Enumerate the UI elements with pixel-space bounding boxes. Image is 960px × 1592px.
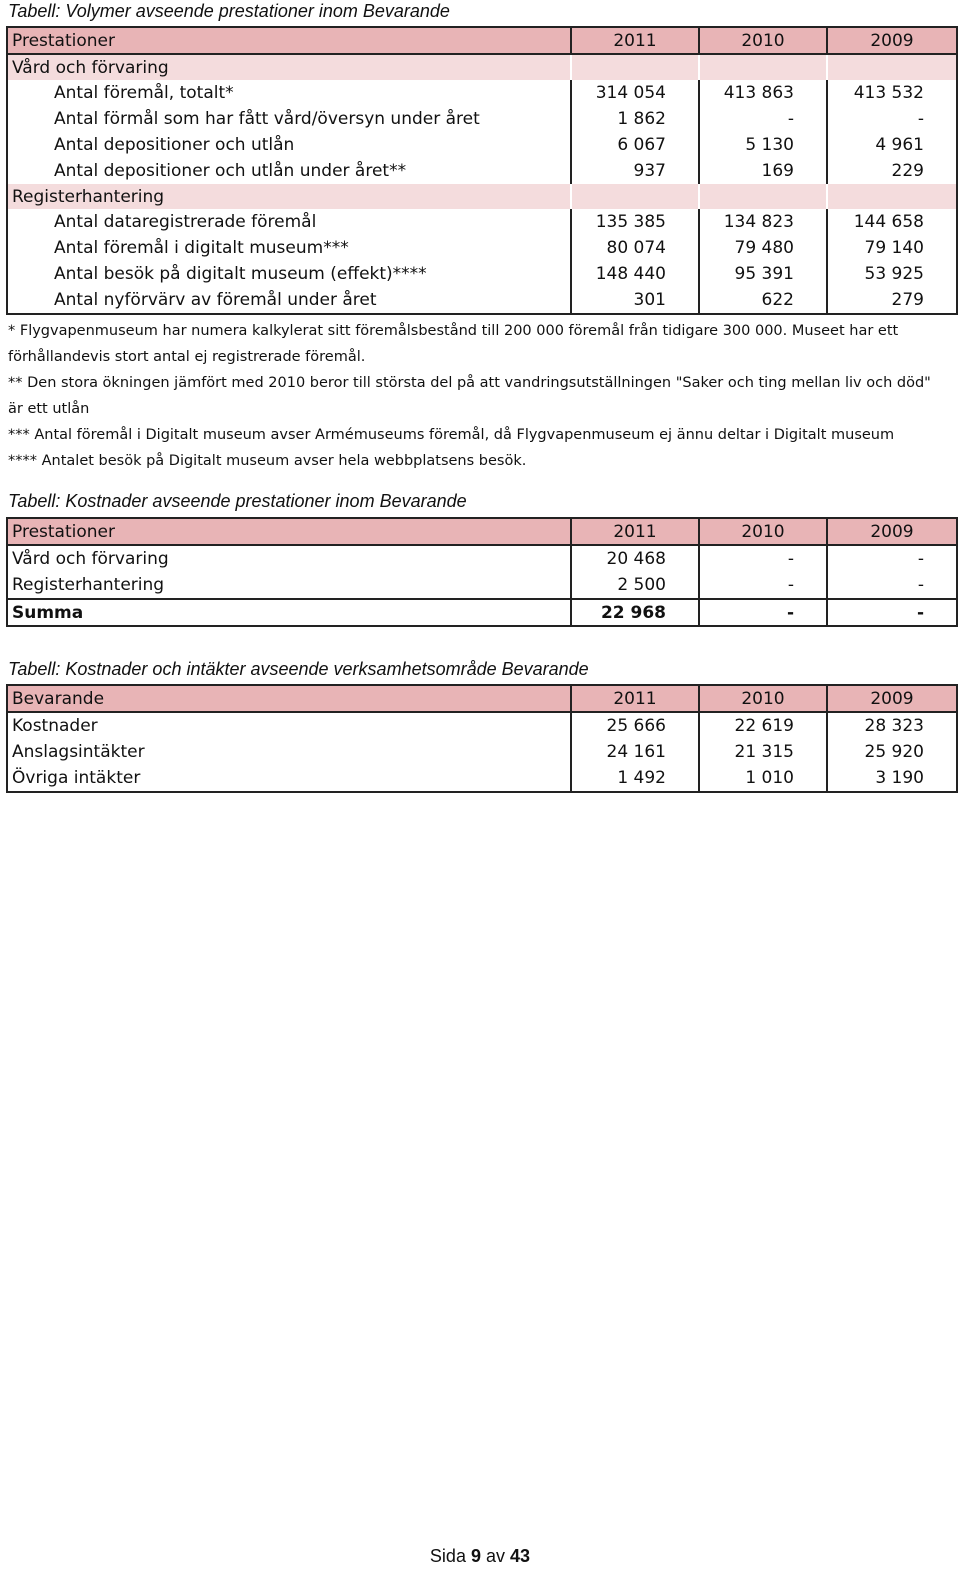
cell-2010: -	[699, 572, 827, 599]
sum-row	[7, 599, 957, 626]
table-row	[7, 287, 957, 314]
row-label: Antal depositioner och utlån under året**	[54, 161, 407, 181]
section-title: Registerhantering	[7, 184, 571, 209]
header-cell: 2009	[827, 518, 957, 545]
cell-2009: 28 323	[827, 712, 957, 739]
cell-2010: 413 863	[699, 80, 827, 106]
cell-2011: 25 666	[571, 712, 699, 739]
header-cell: 2009	[827, 27, 957, 54]
row-label: Vård och förvaring	[12, 549, 169, 569]
row-label: Antal depositioner och utlån	[54, 135, 295, 155]
cell-2011: 1 492	[571, 765, 699, 792]
sum-label: Summa	[7, 599, 571, 626]
row-label: Antal föremål, totalt*	[54, 83, 234, 103]
cell-2011: 6 067	[571, 132, 699, 158]
header-cell: 2011	[571, 518, 699, 545]
header-cell: 2010	[699, 518, 827, 545]
cell-2009: 53 925	[827, 261, 957, 287]
sum-2010: -	[699, 599, 827, 626]
header-cell: Prestationer	[7, 27, 571, 54]
footer-middle: av	[486, 1546, 506, 1566]
cell-2011: 20 468	[571, 545, 699, 572]
cost-table-caption: Tabell: Kostnader avseende prestationer inom Bevarande	[8, 491, 467, 511]
cell-2010: 134 823	[699, 209, 827, 235]
sum-2011: 22 968	[571, 599, 699, 626]
cell-2011: 148 440	[571, 261, 699, 287]
header-cell: 2011	[571, 27, 699, 54]
table-row	[7, 158, 957, 184]
row-label: Antal nyförvärv av föremål under året	[54, 290, 377, 310]
cell-2009: 79 140	[827, 235, 957, 261]
table-row	[7, 106, 957, 132]
header-cell: Prestationer	[7, 518, 571, 545]
cell-2011: 24 161	[571, 739, 699, 765]
header-cell: 2011	[571, 685, 699, 712]
header-cell: Bevarande	[7, 685, 571, 712]
header-cell: 2010	[699, 685, 827, 712]
cell-2010: 5 130	[699, 132, 827, 158]
cell-2010: 622	[699, 287, 827, 314]
row-label: Antal besök på digitalt museum (effekt)****	[54, 264, 427, 284]
footer-prefix: Sida	[429, 1546, 466, 1566]
cell-2010: 95 391	[699, 261, 827, 287]
row-label: Antal förmål som har fått vård/översyn under året	[54, 109, 480, 129]
cost-table	[6, 517, 958, 627]
cell-2009: 413 532	[827, 80, 957, 106]
cell-2011: 135 385	[571, 209, 699, 235]
footnotes	[8, 318, 948, 474]
table-header-row	[7, 518, 957, 545]
table-row	[7, 765, 957, 792]
cell-2011: 2 500	[571, 572, 699, 599]
cell-2009: -	[827, 106, 957, 132]
cell-2009: 25 920	[827, 739, 957, 765]
cell-2011: 301	[571, 287, 699, 314]
sum-2009: -	[827, 599, 957, 626]
row-label: Övriga intäkter	[12, 768, 141, 788]
table-row	[7, 572, 957, 599]
header-cell: 2010	[699, 27, 827, 54]
footer-page-number: 9	[470, 1546, 481, 1566]
table-row	[7, 261, 957, 287]
footer-total-pages: 43	[510, 1546, 531, 1566]
row-label: Antal föremål i digitalt museum***	[54, 238, 349, 258]
volume-table-caption: Tabell: Volymer avseende prestationer inom Bevarande	[8, 1, 450, 21]
cell-2010: 79 480	[699, 235, 827, 261]
table-row	[7, 739, 957, 765]
cell-2010: -	[699, 106, 827, 132]
cell-2011: 80 074	[571, 235, 699, 261]
row-label: Anslagsintäkter	[12, 742, 145, 762]
table-row	[7, 712, 957, 739]
cell-2011: 1 862	[571, 106, 699, 132]
cell-2009: -	[827, 572, 957, 599]
table-header-row	[7, 27, 957, 54]
table-header-row	[7, 685, 957, 712]
cell-2010: 169	[699, 158, 827, 184]
section-title: Vård och förvaring	[7, 54, 571, 80]
table-row	[7, 132, 957, 158]
cell-2009: 4 961	[827, 132, 957, 158]
footnote-1: * Flygvapenmuseum har numera kalkylerat sitt föremålsbestånd till 200 000 föremål från tidigare 300 000. Museet har ett förhållandevis stort antal ej registrerade föremål.	[8, 323, 899, 365]
row-label: Antal dataregistrerade föremål	[54, 212, 317, 232]
table-row	[7, 209, 957, 235]
table-row	[7, 545, 957, 572]
income-table	[6, 684, 958, 793]
row-label: Kostnader	[12, 716, 98, 736]
table-row	[7, 80, 957, 106]
header-cell: 2009	[827, 685, 957, 712]
cell-2009: 229	[827, 158, 957, 184]
cell-2011: 937	[571, 158, 699, 184]
section-row	[7, 54, 957, 80]
cell-2011: 314 054	[571, 80, 699, 106]
cell-2010: 1 010	[699, 765, 827, 792]
cell-2010: 21 315	[699, 739, 827, 765]
income-table-caption: Tabell: Kostnader och intäkter avseende verksamhetsområde Bevarande	[8, 659, 589, 679]
cell-2009: 144 658	[827, 209, 957, 235]
cell-2010: 22 619	[699, 712, 827, 739]
section-row	[7, 184, 957, 209]
volume-table	[6, 26, 958, 315]
cell-2009: -	[827, 545, 957, 572]
cell-2009: 279	[827, 287, 957, 314]
footnote-2: ** Den stora ökningen jämfört med 2010 beror till största del på att vandringsutställningen "Saker och ting mellan liv och död" är ett utlån	[8, 375, 931, 417]
cell-2010: -	[699, 545, 827, 572]
footnote-3: *** Antal föremål i Digitalt museum avser Armémuseums föremål, då Flygvapenmuseum ej ännu deltar i Digitalt museum	[8, 427, 895, 443]
page-footer	[0, 1546, 960, 1567]
table-row	[7, 235, 957, 261]
cell-2009: 3 190	[827, 765, 957, 792]
row-label: Registerhantering	[12, 575, 165, 595]
footnote-4: **** Antalet besök på Digitalt museum avser hela webbplatsens besök.	[8, 453, 527, 469]
